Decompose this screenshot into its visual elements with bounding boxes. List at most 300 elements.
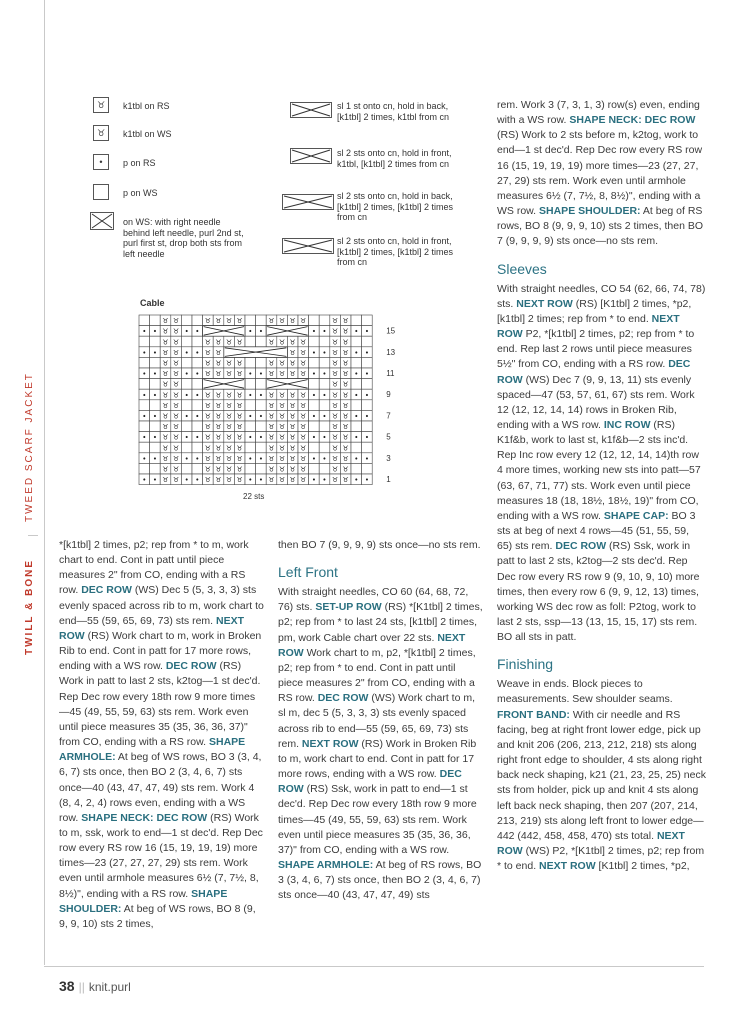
purl-stitch-icon: •: [142, 412, 147, 421]
k1tbl-stitch-icon: ♉: [331, 370, 339, 379]
k1tbl-stitch-icon: ♉: [215, 412, 222, 421]
k1tbl-stitch-icon: ♉: [236, 359, 243, 368]
purl-stitch-icon: •: [354, 433, 359, 442]
k1tbl-stitch-icon: ♉: [289, 412, 296, 421]
k1tbl-stitch-icon: ♉: [204, 370, 212, 379]
purl-stitch-icon: •: [364, 433, 369, 442]
purl-stitch-icon: •: [195, 327, 200, 336]
text-column-3: [497, 98, 707, 874]
k1tbl-stitch-icon: ♉: [278, 465, 286, 474]
purl-stitch-icon: •: [248, 370, 253, 379]
purl-stitch-icon: •: [258, 412, 263, 421]
chart-cell: [309, 463, 320, 474]
k1tbl-stitch-icon: ♉: [172, 433, 180, 442]
chart-cell: [245, 315, 256, 326]
key-label: on WS: with right needle behind left needle, purl 2nd st, purl first st, drop both sts from left needle: [123, 217, 244, 259]
k1tbl-stitch-icon: ♉: [300, 317, 307, 326]
chart-cell: [192, 421, 203, 432]
purl-stitch-icon: •: [195, 370, 200, 379]
left-margin-rule: [44, 0, 45, 965]
chart-cell: [351, 357, 362, 368]
k1tbl-stitch-icon: ♉: [289, 317, 296, 326]
chart-cell: [150, 379, 161, 390]
k1tbl-stitch-icon: ♉: [236, 423, 243, 432]
k1tbl-stitch-icon: ♉: [300, 412, 307, 421]
k1tbl-stitch-icon: ♉: [172, 476, 180, 485]
purl-stitch-icon: •: [364, 476, 369, 485]
k1tbl-stitch-icon: ♉: [268, 476, 275, 485]
k1tbl-stitch-icon: ♉: [215, 433, 222, 442]
purl-stitch-icon: •: [354, 348, 359, 357]
k1tbl-stitch-icon: ♉: [289, 348, 296, 357]
purl-stitch-icon: •: [184, 433, 189, 442]
k1tbl-stitch-icon: ♉: [225, 359, 233, 368]
purl-stitch-icon: •: [195, 454, 200, 463]
k1tbl-stitch-icon: ♉: [268, 391, 275, 400]
k1tbl-stitch-icon: ♉: [215, 370, 222, 379]
k1tbl-stitch-icon: ♉: [204, 423, 212, 432]
back-continued: then BO 7 (9, 9, 9, 9) sts once—no sts rem.: [278, 539, 481, 551]
chart-cell: [319, 379, 330, 390]
chart-row-number: 1: [386, 475, 391, 484]
key-label: sl 2 sts onto cn, hold in front, [k1tbl] 2 times, [k1tbl] 2 times from cn: [337, 236, 454, 267]
k1tbl-stitch-icon: ♉: [331, 476, 339, 485]
k1tbl-stitch-icon: ♉: [268, 370, 275, 379]
purl-stitch-icon: •: [184, 476, 189, 485]
purl-stitch-icon: •: [364, 370, 369, 379]
k1tbl-stitch-icon: ♉: [236, 412, 243, 421]
k1tbl-stitch-icon: ♉: [300, 338, 307, 347]
key-label: sl 2 sts onto cn, hold in back, [k1tbl] 2 times, [k1tbl] 2 times from cn: [337, 191, 454, 222]
k1tbl-stitch-icon: ♉: [300, 391, 307, 400]
k1tbl-stitch-icon: ♉: [278, 454, 286, 463]
k1tbl-stitch-icon: ♉: [342, 327, 349, 336]
purl-rs-symbol-icon: •: [93, 154, 109, 170]
chart-cell: [362, 379, 373, 390]
k1tbl-stitch-icon: ♉: [215, 423, 222, 432]
k1tbl-stitch-icon: ♉: [278, 370, 286, 379]
k1tbl-stitch-icon: ♉: [278, 444, 286, 453]
purl-stitch-icon: •: [248, 476, 253, 485]
purl-stitch-icon: •: [142, 476, 147, 485]
k1tbl-stitch-icon: ♉: [215, 348, 222, 357]
k1tbl-stitch-icon: ♉: [289, 391, 296, 400]
k1tbl-stitch-icon: ♉: [289, 454, 296, 463]
purl-stitch-icon: •: [354, 412, 359, 421]
k1tbl-stitch-icon: ♉: [225, 370, 233, 379]
chart-cell: [309, 421, 320, 432]
k1tbl-stitch-icon: ♉: [278, 423, 286, 432]
k1tbl-stitch-icon: ♉: [300, 476, 307, 485]
purl-stitch-icon: •: [311, 327, 316, 336]
chart-cell: [150, 463, 161, 474]
chart-cell: [256, 379, 267, 390]
k1tbl-stitch-icon: ♉: [225, 338, 233, 347]
k1tbl-stitch-icon: ♉: [268, 338, 275, 347]
purl-stitch-icon: •: [248, 454, 253, 463]
k1tbl-stitch-icon: ♉: [215, 444, 222, 453]
chart-title: Cable: [140, 298, 165, 308]
k1tbl-stitch-icon: ♉: [215, 391, 222, 400]
purl-stitch-icon: •: [248, 327, 253, 336]
purl-stitch-icon: •: [184, 412, 189, 421]
k1tbl-stitch-icon: ♉: [225, 412, 233, 421]
k1tbl-stitch-icon: ♉: [225, 317, 233, 326]
chart-cell: [319, 336, 330, 347]
chart-cell: [309, 357, 320, 368]
chart-cell: [139, 357, 150, 368]
purl-stitch-icon: •: [152, 433, 157, 442]
k1tbl-stitch-icon: ♉: [331, 444, 339, 453]
purl-stitch-icon: •: [184, 327, 189, 336]
k1tbl-stitch-icon: ♉: [300, 465, 307, 474]
purl-stitch-icon: •: [248, 433, 253, 442]
chart-cell: [362, 400, 373, 411]
k1tbl-stitch-icon: ♉: [342, 433, 349, 442]
chart-cell: [319, 442, 330, 453]
k1tbl-stitch-icon: ♉: [225, 401, 233, 410]
chart-cell: [256, 463, 267, 474]
k1tbl-stitch-icon: ♉: [289, 401, 296, 410]
purl-stitch-icon: •: [311, 370, 316, 379]
chart-row-number: 9: [386, 390, 391, 400]
purl-stitch-icon: •: [311, 348, 316, 357]
chart-cell: [362, 463, 373, 474]
chart-cell: [181, 379, 192, 390]
cable-2-2-rc-symbol-icon: [282, 194, 334, 210]
k1tbl-stitch-icon: ♉: [342, 412, 349, 421]
purl-stitch-icon: •: [354, 454, 359, 463]
purl-stitch-icon: •: [322, 370, 327, 379]
k1tbl-stitch-icon: ♉: [268, 423, 275, 432]
k1tbl-stitch-icon: ♉: [162, 370, 169, 379]
k1tbl-stitch-icon: ♉: [172, 380, 180, 389]
chart-cell: [139, 421, 150, 432]
chart-cell: [150, 421, 161, 432]
chart-cell: [309, 336, 320, 347]
k1tbl-stitch-icon: ♉: [172, 423, 180, 432]
cable-chart: [138, 314, 398, 490]
k1tbl-stitch-icon: ♉: [204, 401, 212, 410]
purl-stitch-icon: •: [364, 391, 369, 400]
chart-cell: [351, 336, 362, 347]
k1tbl-stitch-icon: ♉: [215, 317, 222, 326]
purl-stitch-icon: •: [184, 370, 189, 379]
page-number: 38: [59, 978, 75, 994]
k1tbl-stitch-icon: ♉: [342, 465, 349, 474]
k1tbl-stitch-icon: ♉: [215, 454, 222, 463]
k1tbl-stitch-icon: ♉: [162, 348, 169, 357]
chart-cell: [256, 421, 267, 432]
footer-rule: [44, 966, 704, 967]
k1tbl-stitch-icon: ♉: [204, 444, 212, 453]
k1tbl-stitch-icon: ♉: [236, 317, 243, 326]
k1tbl-stitch-icon: ♉: [268, 359, 275, 368]
k1tbl-stitch-icon: ♉: [236, 444, 243, 453]
chart-cell: [256, 400, 267, 411]
chart-cell: [351, 400, 362, 411]
finishing-instructions: Weave in ends. Block pieces to measurements. Sew shoulder seams. FRONT BAND: With cir needle and RS facing, beg at right front lower edge, pick up and knit 206 (206, 213, 212, 218) sts along right front edge to shoulder, 4 sts along right back neck shaping, k21 (21, 23, 25, 25) neck sts from holder, pick up and knit 4 sts along left back neck shaping, then 207 (207, 214, 213, 219) sts along left front to lower edge—442 (442, 458, 458, 470) sts total. NEXT ROW (WS) P2, *[K1tbl] 2 times, p2; rep from * to end. NEXT ROW [K1tbl] 2 times, *p2,: [497, 678, 706, 873]
chart-cell: [256, 357, 267, 368]
chart-cell: [181, 357, 192, 368]
purl-stitch-icon: •: [184, 454, 189, 463]
purl-stitch-icon: •: [258, 327, 263, 336]
chart-cell: [192, 315, 203, 326]
key-label: sl 2 sts onto cn, hold in front, k1tbl, [k1tbl] 2 times from cn: [337, 148, 452, 169]
k1tbl-stitch-icon: ♉: [162, 465, 169, 474]
k1tbl-stitch-icon: ♉: [162, 454, 169, 463]
k1tbl-stitch-icon: ♉: [236, 465, 243, 474]
k1tbl-stitch-icon: ♉: [300, 359, 307, 368]
k1tbl-stitch-icon: ♉: [162, 380, 169, 389]
section-heading-finishing: Finishing: [497, 656, 554, 673]
chart-cell: [245, 421, 256, 432]
k1tbl-stitch-icon: ♉: [215, 465, 222, 474]
k1tbl-stitch-icon: ♉: [162, 433, 169, 442]
k1tbl-stitch-icon: ♉: [342, 317, 349, 326]
k1tbl-stitch-icon: ♉: [215, 476, 222, 485]
k1tbl-stitch-icon: ♉: [289, 476, 296, 485]
chart-cell: [362, 442, 373, 453]
k1tbl-stitch-icon: ♉: [236, 370, 243, 379]
purl-stitch-icon: •: [311, 476, 316, 485]
key-label: k1tbl on RS: [123, 101, 170, 111]
k1tbl-stitch-icon: ♉: [289, 370, 296, 379]
purl-stitch-icon: •: [195, 348, 200, 357]
purl-stitch-icon: •: [152, 391, 157, 400]
k1tbl-stitch-icon: ♉: [342, 423, 349, 432]
chart-cell: [309, 400, 320, 411]
k1tbl-stitch-icon: ♉: [289, 338, 296, 347]
chart-cell: [245, 442, 256, 453]
k1tbl-stitch-icon: ♉: [300, 444, 307, 453]
k1tbl-stitch-icon: ♉: [331, 317, 339, 326]
purl-stitch-icon: •: [354, 476, 359, 485]
chart-cell: [181, 336, 192, 347]
section-heading-left-front: Left Front: [278, 564, 338, 581]
k1tbl-stitch-icon: ♉: [225, 454, 233, 463]
k1tbl-stitch-icon: ♉: [268, 444, 275, 453]
purl-stitch-icon: •: [142, 327, 147, 336]
purl-stitch-icon: •: [258, 370, 263, 379]
chart-cell: [139, 442, 150, 453]
k1tbl-stitch-icon: ♉: [300, 370, 307, 379]
k1tbl-stitch-icon: ♉: [225, 476, 233, 485]
purl-stitch-icon: •: [322, 348, 327, 357]
purl-stitch-icon: •: [152, 348, 157, 357]
chart-cell: [245, 400, 256, 411]
key-label: p on RS: [123, 158, 156, 168]
k1tbl-stitch-icon: ♉: [268, 454, 275, 463]
purl-stitch-icon: •: [152, 412, 157, 421]
k1tbl-stitch-icon: ♉: [342, 391, 349, 400]
purl-stitch-icon: •: [311, 454, 316, 463]
chart-cell: [309, 379, 320, 390]
k1tbl-stitch-icon: ♉: [204, 359, 212, 368]
chart-cell: [181, 463, 192, 474]
k1tbl-stitch-icon: ♉: [331, 454, 339, 463]
k1tbl-stitch-icon: ♉: [300, 401, 307, 410]
k1tbl-stitch-icon: ♉: [215, 401, 222, 410]
k1tbl-stitch-icon: ♉: [236, 401, 243, 410]
chart-cell: [351, 379, 362, 390]
k1tbl-stitch-icon: ♉: [331, 327, 339, 336]
footer-separator: ||: [78, 980, 85, 994]
k1tbl-stitch-icon: ♉: [342, 359, 349, 368]
chart-cell: [245, 379, 256, 390]
chart-cell: [150, 336, 161, 347]
k1tbl-stitch-icon: ♉: [162, 391, 169, 400]
cable-1-2-rc-symbol-icon: [290, 102, 332, 118]
k1tbl-stitch-icon: ♉: [300, 423, 307, 432]
chart-row-number: 3: [386, 453, 391, 463]
k1tbl-stitch-icon: ♉: [289, 444, 296, 453]
chart-cell: [245, 336, 256, 347]
purl-stitch-icon: •: [195, 391, 200, 400]
purl-stitch-icon: •: [195, 433, 200, 442]
key-label: sl 1 st onto cn, hold in back, [k1tbl] 2 times, k1tbl from cn: [337, 101, 450, 122]
purl-stitch-icon: •: [354, 391, 359, 400]
chart-cell: [362, 357, 373, 368]
k1tbl-stitch-icon: ♉: [278, 359, 286, 368]
purl-stitch-icon: •: [142, 391, 147, 400]
sidebar-divider: [28, 535, 38, 536]
k1tbl-stitch-icon: ♉: [289, 465, 296, 474]
k1tbl-stitch-icon: ♉: [225, 465, 233, 474]
k1tbl-stitch-icon: ♉: [162, 476, 169, 485]
k1tbl-stitch-icon: ♉: [204, 348, 212, 357]
chart-cell: [150, 357, 161, 368]
k1tbl-stitch-icon: ♉: [172, 359, 180, 368]
k1tbl-stitch-icon: ♉: [278, 391, 286, 400]
k1tbl-stitch-icon: ♉: [331, 433, 339, 442]
chart-cell: [192, 400, 203, 411]
purl-stitch-icon: •: [152, 327, 157, 336]
purl-stitch-icon: •: [322, 327, 327, 336]
purl-stitch-icon: •: [152, 476, 157, 485]
text-column-2: [278, 538, 483, 903]
chart-cell: [351, 421, 362, 432]
k1tbl-ws-symbol-icon: ♉: [93, 125, 109, 141]
sidebar-pattern-name: TWEED SCARF JACKET: [24, 372, 35, 522]
purl-stitch-icon: •: [322, 476, 327, 485]
k1tbl-stitch-icon: ♉: [172, 412, 180, 421]
purl-stitch-icon: •: [258, 476, 263, 485]
purl-stitch-icon: •: [354, 370, 359, 379]
chart-cell: [139, 315, 150, 326]
key-label: p on WS: [123, 188, 158, 198]
k1tbl-stitch-icon: ♉: [331, 391, 339, 400]
page-footer: [59, 978, 131, 994]
chart-cell: [319, 315, 330, 326]
running-header-sidebar: [24, 372, 42, 662]
purl-stitch-icon: •: [142, 348, 147, 357]
k1tbl-stitch-icon: ♉: [236, 476, 243, 485]
chart-cell: [319, 357, 330, 368]
chart-stitch-count: 22 sts: [243, 492, 265, 501]
purl-stitch-icon: •: [364, 454, 369, 463]
k1tbl-stitch-icon: ♉: [331, 359, 339, 368]
purl-stitch-icon: •: [152, 454, 157, 463]
chart-cell: [192, 379, 203, 390]
purl-stitch-icon: •: [258, 391, 263, 400]
cross-purl-symbol-icon: [90, 212, 114, 230]
purl-stitch-icon: •: [258, 454, 263, 463]
k1tbl-stitch-icon: ♉: [162, 338, 169, 347]
chart-cell: [192, 463, 203, 474]
k1tbl-stitch-icon: ♉: [162, 444, 169, 453]
purl-stitch-icon: •: [184, 348, 189, 357]
chart-cell: [256, 315, 267, 326]
left-front-continued: rem. Work 3 (7, 3, 1, 3) row(s) even, ending with a WS row. SHAPE NECK: DEC ROW (RS) Work to 2 sts before m, k2tog, work to end—1 st dec'd. Rep Dec row every RS row 16 (15, 19, 19, 19) more times—23 (27, 27, 27, 29) sts rem. Work even until armhole measures 6½ (7, 7½, 8, 8½)", ending with a WS row. SHAPE SHOULDER: At beg of RS rows, BO 8 (9, 9, 9, 10) sts 2 times, then BO 7 (9, 9, 9, 9) sts once—no sts rem.: [497, 99, 703, 248]
purl-stitch-icon: •: [258, 433, 263, 442]
chart-cell: [150, 315, 161, 326]
k1tbl-stitch-icon: ♉: [342, 401, 349, 410]
chart-cell: [181, 315, 192, 326]
k1tbl-rs-symbol-icon: ♉: [93, 97, 109, 113]
k1tbl-stitch-icon: ♉: [215, 338, 222, 347]
purl-stitch-icon: •: [311, 412, 316, 421]
k1tbl-stitch-icon: ♉: [289, 359, 296, 368]
k1tbl-stitch-icon: ♉: [331, 401, 339, 410]
cable-2-1-lc-symbol-icon: [290, 148, 332, 164]
purl-stitch-icon: •: [142, 370, 147, 379]
k1tbl-stitch-icon: ♉: [225, 391, 233, 400]
k1tbl-stitch-icon: ♉: [278, 401, 286, 410]
chart-grid: [139, 315, 372, 485]
k1tbl-stitch-icon: ♉: [342, 454, 349, 463]
purl-stitch-icon: •: [311, 433, 316, 442]
k1tbl-stitch-icon: ♉: [300, 433, 307, 442]
chart-cell: [256, 442, 267, 453]
k1tbl-stitch-icon: ♉: [342, 476, 349, 485]
k1tbl-stitch-icon: ♉: [300, 348, 307, 357]
k1tbl-stitch-icon: ♉: [342, 338, 349, 347]
k1tbl-stitch-icon: ♉: [204, 476, 212, 485]
purl-stitch-icon: •: [322, 412, 327, 421]
k1tbl-stitch-icon: ♉: [172, 444, 180, 453]
k1tbl-stitch-icon: ♉: [236, 433, 243, 442]
k1tbl-stitch-icon: ♉: [204, 433, 212, 442]
k1tbl-stitch-icon: ♉: [172, 391, 180, 400]
purl-stitch-icon: •: [184, 391, 189, 400]
k1tbl-stitch-icon: ♉: [172, 465, 180, 474]
purl-stitch-icon: •: [322, 391, 327, 400]
k1tbl-stitch-icon: ♉: [172, 317, 180, 326]
k1tbl-stitch-icon: ♉: [342, 370, 349, 379]
chart-row-number: 15: [386, 326, 396, 336]
k1tbl-stitch-icon: ♉: [215, 359, 222, 368]
k1tbl-stitch-icon: ♉: [278, 338, 286, 347]
k1tbl-stitch-icon: ♉: [289, 433, 296, 442]
chart-row-number: 11: [386, 369, 395, 378]
k1tbl-stitch-icon: ♉: [331, 412, 339, 421]
k1tbl-stitch-icon: ♉: [278, 317, 286, 326]
chart-cell: [181, 400, 192, 411]
sleeves-instructions: With straight needles, CO 54 (62, 66, 74, 78) sts. NEXT ROW (RS) [K1tbl] 2 times, *p2, [k1tbl] 2 times; rep from * to end. NEXT ROW P2, *[k1tbl] 2 times, p2; rep from * to end. Rep last 2 rows until piece measures 5½" from CO, ending with a RS row. DEC ROW (WS) Dec 7 (9, 9, 13, 11) sts evenly spaced—47 (53, 57, 61, 67) sts rem. Work 12 (12, 12, 14, 14) rows in Broken Rib, ending with a WS row. INC ROW (RS) K1f&b, work to last st, k1f&b—2 sts inc'd. Rep Inc row every 12 (12, 12, 14, 14)th row 4 more times, working new sts into patt—57 (63, 67, 71, 77) sts. Work even until piece measures 18 (18, 18½, 18½, 19)" from CO, ending with a WS row. SHAPE CAP: BO 3 sts at beg of next 4 rows—45 (51, 55, 59, 65) sts rem. DEC ROW (RS) Ssk, work in patt to last 2 sts, k2tog—2 sts dec'd. Rep Dec row every RS row 9 (9, 10, 9, 10) more times, then every row 6 (9, 9, 12, 13) times, working WS dec row as foll: P2tog, work to last 2 sts, ssp—13 (13, 15, 15, 17) sts rem. BO all sts in patt.: [497, 282, 706, 644]
chart-cell: [351, 463, 362, 474]
chart-cell: [309, 442, 320, 453]
k1tbl-stitch-icon: ♉: [204, 317, 212, 326]
k1tbl-stitch-icon: ♉: [268, 401, 275, 410]
k1tbl-stitch-icon: ♉: [162, 401, 169, 410]
k1tbl-stitch-icon: ♉: [162, 412, 169, 421]
chart-row-number: 13: [386, 347, 396, 357]
purl-stitch-icon: •: [195, 412, 200, 421]
chart-row-number: 5: [386, 432, 391, 442]
chart-cell: [319, 463, 330, 474]
chart-cell: [362, 336, 373, 347]
